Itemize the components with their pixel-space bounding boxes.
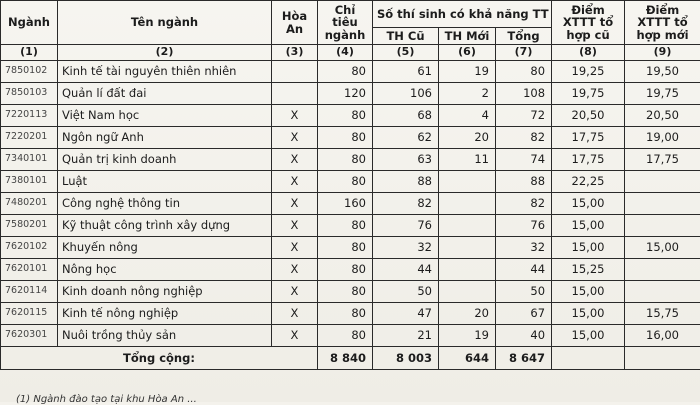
th-moi-value: 20: [439, 127, 496, 149]
score-old-value: 20,50: [552, 105, 625, 127]
total-row: [1, 347, 700, 370]
score-new-value: 20,50: [625, 105, 700, 127]
header-candidates-group: Số thí sinh có khả năng TT: [373, 1, 552, 28]
index-cell: (1): [1, 45, 58, 61]
th-moi-value: 4: [439, 105, 496, 127]
quota-value: 80: [318, 303, 373, 325]
table-row: [1, 303, 700, 325]
table-row: [1, 237, 700, 259]
score-old-value: 15,00: [552, 303, 625, 325]
th-cu-value: 62: [373, 127, 439, 149]
major-name: Luật: [58, 171, 272, 193]
score-new-value: 16,00: [625, 325, 700, 347]
quota-value: 80: [318, 105, 373, 127]
table-row: [1, 83, 700, 105]
table-row: [1, 61, 700, 83]
quota-value: 80: [318, 259, 373, 281]
table-row: [1, 171, 700, 193]
th-cu-value: 82: [373, 193, 439, 215]
hoaan-mark: X: [272, 193, 318, 215]
index-cell: (4): [318, 45, 373, 61]
index-cell: (8): [552, 45, 625, 61]
hoaan-mark: [272, 61, 318, 83]
major-code: 7620114: [1, 281, 58, 303]
th-cu-value: 106: [373, 83, 439, 105]
major-name: Quản trị kinh doanh: [58, 149, 272, 171]
score-new-value: 15,00: [625, 237, 700, 259]
major-code: 7580201: [1, 215, 58, 237]
quota-value: 80: [318, 171, 373, 193]
th-moi-value: 19: [439, 61, 496, 83]
quota-value: 160: [318, 193, 373, 215]
total-tong: 8 647: [496, 347, 552, 370]
header-th-cu: TH Cũ: [373, 28, 439, 45]
score-old-value: 15,00: [552, 237, 625, 259]
index-cell: (7): [496, 45, 552, 61]
total-quota: 8 840: [318, 347, 373, 370]
score-new-value: 17,75: [625, 149, 700, 171]
major-code: 7220201: [1, 127, 58, 149]
major-code: 7850103: [1, 83, 58, 105]
th-moi-value: [439, 237, 496, 259]
score-new-value: 19,00: [625, 127, 700, 149]
th-cu-value: 47: [373, 303, 439, 325]
tong-value: 108: [496, 83, 552, 105]
th-cu-value: 44: [373, 259, 439, 281]
total-th-cu: 8 003: [373, 347, 439, 370]
header-code: Ngành: [1, 1, 58, 45]
tong-value: 72: [496, 105, 552, 127]
major-name: Nuôi trồng thủy sản: [58, 325, 272, 347]
hoaan-mark: X: [272, 303, 318, 325]
table-row: [1, 193, 700, 215]
quota-value: 80: [318, 149, 373, 171]
th-moi-value: 20: [439, 303, 496, 325]
header-score-old: Điểm XTTT tổ hợp cũ: [552, 1, 625, 45]
tong-value: 44: [496, 259, 552, 281]
index-cell: (6): [439, 45, 496, 61]
hoaan-mark: X: [272, 127, 318, 149]
major-code: 7620102: [1, 237, 58, 259]
table-row: [1, 105, 700, 127]
major-name: Khuyến nông: [58, 237, 272, 259]
major-name: Kỹ thuật công trình xây dựng: [58, 215, 272, 237]
tong-value: 88: [496, 171, 552, 193]
score-new-value: [625, 259, 700, 281]
score-new-value: 15,75: [625, 303, 700, 325]
th-moi-value: 11: [439, 149, 496, 171]
score-old-value: 17,75: [552, 149, 625, 171]
score-old-value: 19,25: [552, 61, 625, 83]
hoaan-mark: [272, 83, 318, 105]
major-name: Việt Nam học: [58, 105, 272, 127]
major-name: Quản lí đất đai: [58, 83, 272, 105]
major-code: 7850102: [1, 61, 58, 83]
header-tong: Tổng: [496, 28, 552, 45]
hoaan-mark: X: [272, 325, 318, 347]
index-cell: (5): [373, 45, 439, 61]
header-hoaan: Hòa An: [272, 1, 318, 45]
score-new-value: 19,75: [625, 83, 700, 105]
hoaan-mark: X: [272, 149, 318, 171]
score-old-value: 15,00: [552, 215, 625, 237]
score-old-value: 15,25: [552, 259, 625, 281]
hoaan-mark: X: [272, 281, 318, 303]
total-th-moi: 644: [439, 347, 496, 370]
quota-value: 80: [318, 215, 373, 237]
total-empty-cell: [625, 347, 700, 370]
total-empty-cell: [552, 347, 625, 370]
footnote: (1) Ngành đào tạo tại khu Hòa An ...: [16, 394, 197, 405]
quota-value: 80: [318, 127, 373, 149]
tong-value: 67: [496, 303, 552, 325]
tong-value: 50: [496, 281, 552, 303]
score-new-value: 19,50: [625, 61, 700, 83]
table-row: [1, 149, 700, 171]
score-old-value: 19,75: [552, 83, 625, 105]
table-row: [1, 127, 700, 149]
th-cu-value: 32: [373, 237, 439, 259]
score-new-value: [625, 193, 700, 215]
index-cell: (2): [58, 45, 272, 61]
tong-value: 82: [496, 193, 552, 215]
major-name: Công nghệ thông tin: [58, 193, 272, 215]
score-old-value: 22,25: [552, 171, 625, 193]
major-name: Kinh doanh nông nghiệp: [58, 281, 272, 303]
hoaan-mark: X: [272, 237, 318, 259]
th-moi-value: [439, 215, 496, 237]
th-moi-value: [439, 171, 496, 193]
major-code: 7620101: [1, 259, 58, 281]
major-code: 7340101: [1, 149, 58, 171]
quota-value: 120: [318, 83, 373, 105]
quota-value: 80: [318, 325, 373, 347]
hoaan-mark: X: [272, 259, 318, 281]
th-cu-value: 88: [373, 171, 439, 193]
score-old-value: 15,00: [552, 281, 625, 303]
major-name: Nông học: [58, 259, 272, 281]
score-old-value: 17,75: [552, 127, 625, 149]
header-name: Tên ngành: [58, 1, 272, 45]
major-code: 7620115: [1, 303, 58, 325]
th-cu-value: 68: [373, 105, 439, 127]
th-cu-value: 61: [373, 61, 439, 83]
index-row: [1, 45, 700, 61]
header-quota: Chỉ tiêu ngành: [318, 1, 373, 45]
hoaan-mark: X: [272, 171, 318, 193]
header-th-moi: TH Mới: [439, 28, 496, 45]
major-name: Kinh tế nông nghiệp: [58, 303, 272, 325]
major-code: 7480201: [1, 193, 58, 215]
hoaan-mark: X: [272, 215, 318, 237]
tong-value: 40: [496, 325, 552, 347]
th-moi-value: [439, 281, 496, 303]
index-cell: (3): [272, 45, 318, 61]
hoaan-mark: X: [272, 105, 318, 127]
table-row: [1, 259, 700, 281]
th-moi-value: [439, 193, 496, 215]
total-label: Tổng cộng:: [1, 347, 318, 370]
th-cu-value: 50: [373, 281, 439, 303]
quota-value: 80: [318, 237, 373, 259]
th-moi-value: [439, 259, 496, 281]
major-code: 7380101: [1, 171, 58, 193]
tong-value: 76: [496, 215, 552, 237]
table-row: [1, 325, 700, 347]
major-code: 7620301: [1, 325, 58, 347]
tong-value: 74: [496, 149, 552, 171]
quota-value: 80: [318, 281, 373, 303]
th-cu-value: 21: [373, 325, 439, 347]
th-moi-value: 19: [439, 325, 496, 347]
score-old-value: 15,00: [552, 193, 625, 215]
score-new-value: [625, 171, 700, 193]
header-score-new: Điểm XTTT tổ hợp mới: [625, 1, 700, 45]
score-new-value: [625, 215, 700, 237]
tong-value: 82: [496, 127, 552, 149]
major-code: 7220113: [1, 105, 58, 127]
th-cu-value: 63: [373, 149, 439, 171]
score-old-value: 15,00: [552, 325, 625, 347]
table-row: [1, 281, 700, 303]
major-name: Kinh tế tài nguyên thiên nhiên: [58, 61, 272, 83]
quota-value: 80: [318, 61, 373, 83]
table-row: [1, 215, 700, 237]
th-moi-value: 2: [439, 83, 496, 105]
major-name: Ngôn ngữ Anh: [58, 127, 272, 149]
tong-value: 32: [496, 237, 552, 259]
tong-value: 80: [496, 61, 552, 83]
score-new-value: [625, 281, 700, 303]
index-cell: (9): [625, 45, 700, 61]
th-cu-value: 76: [373, 215, 439, 237]
